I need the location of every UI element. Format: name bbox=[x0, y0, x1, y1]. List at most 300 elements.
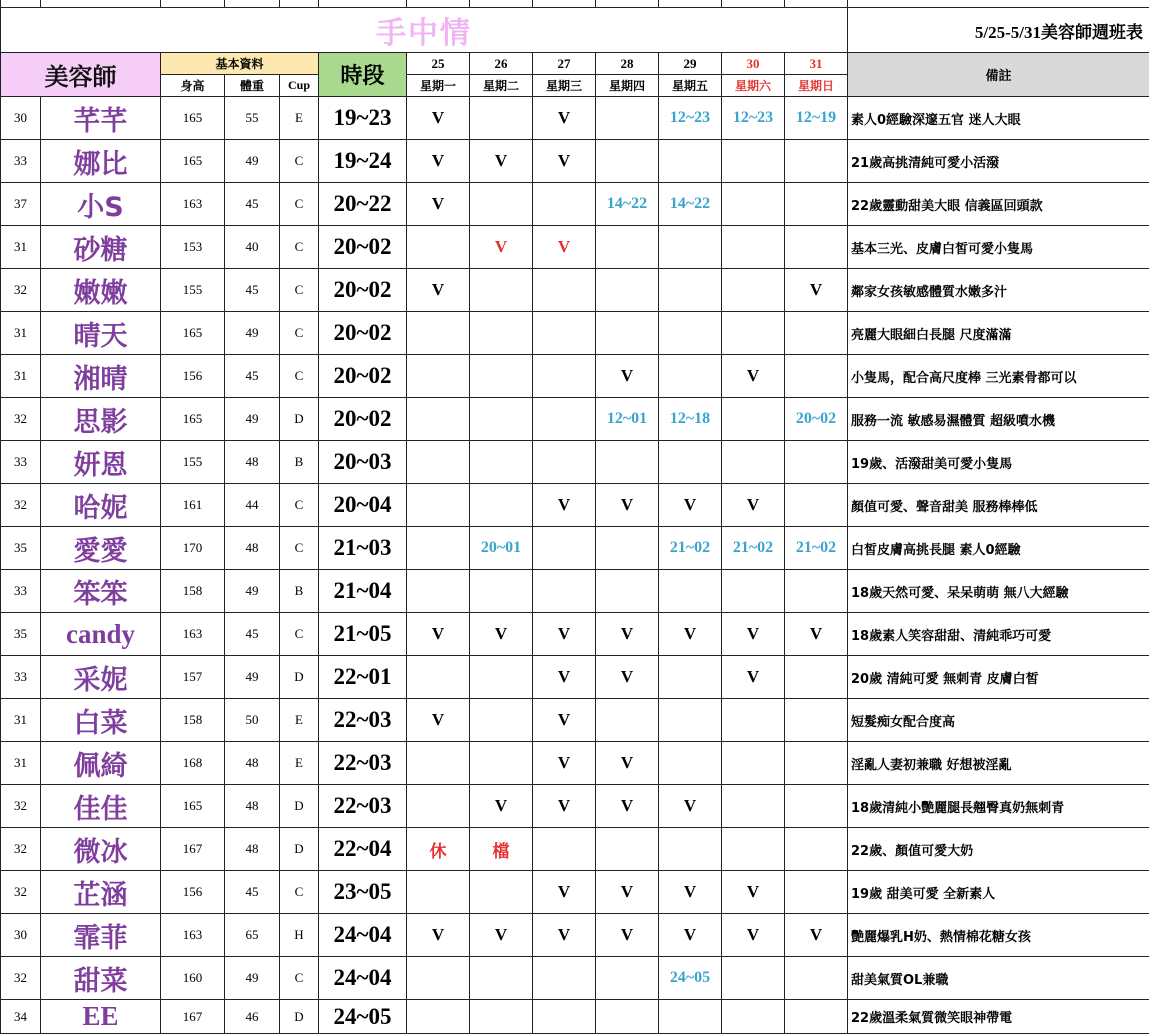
note-cell: 21歲高挑清純可愛小活潑 bbox=[848, 140, 1149, 183]
time-slot-cell: 20~02 bbox=[319, 312, 407, 355]
name-cell: 思影 bbox=[41, 398, 161, 441]
note-cell: 艷麗爆乳H奶、熱情棉花糖女孩 bbox=[848, 914, 1149, 957]
day-cell: V bbox=[533, 871, 596, 914]
day-cell: V bbox=[596, 914, 659, 957]
day-cell bbox=[596, 570, 659, 613]
name-cell: 嫩嫩 bbox=[41, 269, 161, 312]
cup-cell: C bbox=[280, 183, 319, 226]
name-cell: 笨笨 bbox=[41, 570, 161, 613]
day-cell bbox=[722, 957, 785, 1000]
cup-cell: C bbox=[280, 312, 319, 355]
cup-cell: C bbox=[280, 484, 319, 527]
note-cell: 顏值可愛、聲音甜美 服務棒棒低 bbox=[848, 484, 1149, 527]
header-weekday: 星期三 bbox=[533, 75, 596, 97]
day-cell bbox=[785, 656, 848, 699]
day-cell bbox=[407, 527, 470, 570]
note-cell: 鄰家女孩敏感體質水嫩多汁 bbox=[848, 269, 1149, 312]
age-cell: 32 bbox=[1, 828, 41, 871]
height-cell: 163 bbox=[161, 183, 225, 226]
day-cell bbox=[407, 742, 470, 785]
cup-cell: D bbox=[280, 828, 319, 871]
note-cell: 短髮痴女配合度高 bbox=[848, 699, 1149, 742]
header-basic-info: 基本資料 bbox=[161, 53, 319, 75]
height-cell: 157 bbox=[161, 656, 225, 699]
cup-cell: E bbox=[280, 699, 319, 742]
height-cell: 167 bbox=[161, 828, 225, 871]
day-cell bbox=[659, 355, 722, 398]
day-cell bbox=[785, 183, 848, 226]
day-cell: V bbox=[596, 484, 659, 527]
day-cell bbox=[659, 828, 722, 871]
day-cell bbox=[722, 785, 785, 828]
weight-cell: 49 bbox=[225, 957, 280, 1000]
cup-cell: D bbox=[280, 785, 319, 828]
note-cell: 甜美氣質OL兼職 bbox=[848, 957, 1149, 1000]
weight-cell: 45 bbox=[225, 269, 280, 312]
cup-cell: C bbox=[280, 355, 319, 398]
day-cell: V bbox=[722, 656, 785, 699]
height-cell: 153 bbox=[161, 226, 225, 269]
name-cell: 微冰 bbox=[41, 828, 161, 871]
height-cell: 168 bbox=[161, 742, 225, 785]
age-cell: 30 bbox=[1, 97, 41, 140]
name-cell: 佳佳 bbox=[41, 785, 161, 828]
time-slot-cell: 24~04 bbox=[319, 914, 407, 957]
time-slot-cell: 24~04 bbox=[319, 957, 407, 1000]
day-cell: V bbox=[533, 140, 596, 183]
weight-cell: 45 bbox=[225, 183, 280, 226]
day-cell: V bbox=[722, 871, 785, 914]
time-slot-cell: 20~02 bbox=[319, 398, 407, 441]
day-cell bbox=[785, 785, 848, 828]
day-cell: V bbox=[407, 613, 470, 656]
day-cell bbox=[722, 269, 785, 312]
note-cell: 19歲 甜美可愛 全新素人 bbox=[848, 871, 1149, 914]
weight-cell: 48 bbox=[225, 742, 280, 785]
header-cup: Cup bbox=[280, 75, 319, 97]
table-row bbox=[1, 140, 1149, 183]
day-cell: V bbox=[659, 484, 722, 527]
name-cell: 芊芊 bbox=[41, 97, 161, 140]
day-cell bbox=[470, 699, 533, 742]
day-cell: 21~02 bbox=[659, 527, 722, 570]
header-date: 27 bbox=[533, 53, 596, 75]
weight-cell: 48 bbox=[225, 828, 280, 871]
note-cell: 19歲、活潑甜美可愛小隻馬 bbox=[848, 441, 1149, 484]
table-row bbox=[1, 441, 1149, 484]
note-cell: 白皙皮膚高挑長腿 素人0經驗 bbox=[848, 527, 1149, 570]
day-cell bbox=[470, 656, 533, 699]
cup-cell: C bbox=[280, 957, 319, 1000]
table-row bbox=[1, 570, 1149, 613]
day-cell: 14~22 bbox=[659, 183, 722, 226]
age-cell: 33 bbox=[1, 570, 41, 613]
note-cell: 22歲溫柔氣質微笑眼神帶電 bbox=[848, 1000, 1149, 1034]
height-cell: 163 bbox=[161, 914, 225, 957]
day-cell bbox=[407, 312, 470, 355]
name-cell: EE bbox=[41, 1000, 161, 1034]
age-cell: 32 bbox=[1, 269, 41, 312]
note-cell: 小隻馬，配合高尺度棒 三光素骨都可以 bbox=[848, 355, 1149, 398]
day-cell bbox=[722, 742, 785, 785]
height-cell: 165 bbox=[161, 398, 225, 441]
weight-cell: 45 bbox=[225, 871, 280, 914]
day-cell: V bbox=[785, 613, 848, 656]
header-weekday: 星期四 bbox=[596, 75, 659, 97]
age-cell: 31 bbox=[1, 355, 41, 398]
day-cell bbox=[407, 1000, 470, 1034]
name-cell: 霏菲 bbox=[41, 914, 161, 957]
weight-cell: 50 bbox=[225, 699, 280, 742]
age-cell: 31 bbox=[1, 742, 41, 785]
day-cell bbox=[659, 441, 722, 484]
header-date: 31 bbox=[785, 53, 848, 75]
day-cell bbox=[470, 183, 533, 226]
day-cell: 12~18 bbox=[659, 398, 722, 441]
day-cell bbox=[659, 312, 722, 355]
time-slot-cell: 19~23 bbox=[319, 97, 407, 140]
day-cell bbox=[722, 699, 785, 742]
day-cell bbox=[596, 699, 659, 742]
day-cell: V bbox=[596, 785, 659, 828]
day-cell bbox=[722, 828, 785, 871]
day-cell: V bbox=[470, 226, 533, 269]
time-slot-cell: 20~04 bbox=[319, 484, 407, 527]
header-weekday: 星期六 bbox=[722, 75, 785, 97]
day-cell bbox=[596, 957, 659, 1000]
header-date: 26 bbox=[470, 53, 533, 75]
time-slot-cell: 20~22 bbox=[319, 183, 407, 226]
time-slot-cell: 19~24 bbox=[319, 140, 407, 183]
note-cell: 18歲天然可愛、呆呆萌萌 無八大經驗 bbox=[848, 570, 1149, 613]
header-date: 25 bbox=[407, 53, 470, 75]
day-cell bbox=[533, 355, 596, 398]
day-cell bbox=[407, 398, 470, 441]
time-slot-cell: 24~05 bbox=[319, 1000, 407, 1034]
table-row bbox=[1, 269, 1149, 312]
day-cell: V bbox=[407, 269, 470, 312]
day-cell bbox=[470, 398, 533, 441]
weight-cell: 48 bbox=[225, 441, 280, 484]
day-cell: 12~19 bbox=[785, 97, 848, 140]
day-cell bbox=[407, 441, 470, 484]
header-weekday: 星期日 bbox=[785, 75, 848, 97]
height-cell: 160 bbox=[161, 957, 225, 1000]
weight-cell: 49 bbox=[225, 570, 280, 613]
weight-cell: 49 bbox=[225, 312, 280, 355]
day-cell bbox=[596, 226, 659, 269]
day-cell: V bbox=[659, 871, 722, 914]
note-cell: 18歲素人笑容甜甜、清純乖巧可愛 bbox=[848, 613, 1149, 656]
day-cell bbox=[596, 1000, 659, 1034]
name-cell: 晴天 bbox=[41, 312, 161, 355]
day-cell bbox=[785, 742, 848, 785]
height-cell: 156 bbox=[161, 871, 225, 914]
day-cell bbox=[407, 355, 470, 398]
day-cell: V bbox=[722, 484, 785, 527]
day-cell bbox=[596, 527, 659, 570]
day-cell bbox=[785, 699, 848, 742]
day-cell bbox=[470, 957, 533, 1000]
day-cell: V bbox=[533, 914, 596, 957]
day-cell bbox=[470, 871, 533, 914]
age-cell: 31 bbox=[1, 699, 41, 742]
day-cell: V bbox=[407, 914, 470, 957]
day-cell bbox=[470, 97, 533, 140]
day-cell bbox=[722, 570, 785, 613]
day-cell bbox=[659, 656, 722, 699]
day-cell bbox=[533, 312, 596, 355]
top-stub-row bbox=[1, 0, 1149, 8]
header-date: 29 bbox=[659, 53, 722, 75]
day-cell bbox=[722, 1000, 785, 1034]
cup-cell: H bbox=[280, 914, 319, 957]
time-slot-cell: 22~01 bbox=[319, 656, 407, 699]
day-cell bbox=[407, 226, 470, 269]
age-cell: 31 bbox=[1, 312, 41, 355]
day-cell bbox=[596, 828, 659, 871]
day-cell: 21~02 bbox=[722, 527, 785, 570]
day-cell bbox=[785, 441, 848, 484]
day-cell bbox=[407, 871, 470, 914]
age-cell: 32 bbox=[1, 398, 41, 441]
header-meirongshi: 美容師 bbox=[1, 53, 161, 97]
age-cell: 32 bbox=[1, 957, 41, 1000]
height-cell: 165 bbox=[161, 140, 225, 183]
age-cell: 32 bbox=[1, 785, 41, 828]
day-cell: 21~02 bbox=[785, 527, 848, 570]
name-cell: 芷涵 bbox=[41, 871, 161, 914]
day-cell: 休 bbox=[407, 828, 470, 871]
table-row bbox=[1, 914, 1149, 957]
day-cell: V bbox=[533, 97, 596, 140]
height-cell: 165 bbox=[161, 97, 225, 140]
age-cell: 37 bbox=[1, 183, 41, 226]
day-cell: V bbox=[470, 785, 533, 828]
note-cell: 22歲、顏值可愛大奶 bbox=[848, 828, 1149, 871]
day-cell: V bbox=[722, 613, 785, 656]
day-cell bbox=[596, 97, 659, 140]
day-cell: V bbox=[470, 140, 533, 183]
day-cell bbox=[722, 398, 785, 441]
cup-cell: D bbox=[280, 656, 319, 699]
day-cell: 12~23 bbox=[722, 97, 785, 140]
day-cell: 20~02 bbox=[785, 398, 848, 441]
day-cell bbox=[722, 140, 785, 183]
day-cell: V bbox=[533, 742, 596, 785]
day-cell bbox=[785, 355, 848, 398]
note-cell: 素人0經驗深邃五官 迷人大眼 bbox=[848, 97, 1149, 140]
table-row bbox=[1, 613, 1149, 656]
day-cell bbox=[470, 570, 533, 613]
day-cell bbox=[785, 871, 848, 914]
header-weekday: 星期一 bbox=[407, 75, 470, 97]
day-cell bbox=[470, 742, 533, 785]
weight-cell: 49 bbox=[225, 656, 280, 699]
day-cell: V bbox=[470, 613, 533, 656]
day-cell bbox=[533, 828, 596, 871]
weight-cell: 65 bbox=[225, 914, 280, 957]
note-cell: 20歲 清純可愛 無刺青 皮膚白皙 bbox=[848, 656, 1149, 699]
time-slot-cell: 23~05 bbox=[319, 871, 407, 914]
day-cell: V bbox=[785, 269, 848, 312]
cup-cell: B bbox=[280, 441, 319, 484]
day-cell bbox=[659, 699, 722, 742]
table-row bbox=[1, 742, 1149, 785]
name-cell: 甜菜 bbox=[41, 957, 161, 1000]
day-cell bbox=[659, 269, 722, 312]
note-cell: 18歲清純小艷麗腿長翹臀真奶無刺青 bbox=[848, 785, 1149, 828]
cup-cell: C bbox=[280, 871, 319, 914]
day-cell: V bbox=[596, 613, 659, 656]
day-cell bbox=[785, 226, 848, 269]
name-cell: candy bbox=[41, 613, 161, 656]
weight-cell: 44 bbox=[225, 484, 280, 527]
name-cell: 愛愛 bbox=[41, 527, 161, 570]
age-cell: 32 bbox=[1, 484, 41, 527]
height-cell: 158 bbox=[161, 699, 225, 742]
day-cell bbox=[470, 484, 533, 527]
table-row bbox=[1, 355, 1149, 398]
day-cell: V bbox=[407, 97, 470, 140]
day-cell: V bbox=[407, 140, 470, 183]
note-cell: 服務一流 敏感易濕體質 超級噴水機 bbox=[848, 398, 1149, 441]
cup-cell: C bbox=[280, 613, 319, 656]
day-cell bbox=[785, 312, 848, 355]
age-cell: 35 bbox=[1, 613, 41, 656]
cup-cell: B bbox=[280, 570, 319, 613]
age-cell: 33 bbox=[1, 441, 41, 484]
title-row bbox=[1, 8, 1149, 53]
time-slot-cell: 22~03 bbox=[319, 785, 407, 828]
cup-cell: D bbox=[280, 1000, 319, 1034]
day-cell bbox=[533, 1000, 596, 1034]
day-cell bbox=[533, 269, 596, 312]
age-cell: 35 bbox=[1, 527, 41, 570]
note-cell: 亮麗大眼細白長腿 尺度滿滿 bbox=[848, 312, 1149, 355]
time-slot-cell: 22~03 bbox=[319, 699, 407, 742]
weight-cell: 46 bbox=[225, 1000, 280, 1034]
height-cell: 155 bbox=[161, 441, 225, 484]
day-cell: 檔 bbox=[470, 828, 533, 871]
time-slot-cell: 20~02 bbox=[319, 355, 407, 398]
day-cell bbox=[533, 957, 596, 1000]
day-cell: 12~23 bbox=[659, 97, 722, 140]
table-row bbox=[1, 226, 1149, 269]
day-cell bbox=[470, 312, 533, 355]
age-cell: 32 bbox=[1, 871, 41, 914]
table-row bbox=[1, 312, 1149, 355]
age-cell: 33 bbox=[1, 656, 41, 699]
name-cell: 湘晴 bbox=[41, 355, 161, 398]
day-cell bbox=[407, 656, 470, 699]
weight-cell: 48 bbox=[225, 785, 280, 828]
day-cell bbox=[722, 312, 785, 355]
note-cell: 22歲靈動甜美大眼 信義區回頭款 bbox=[848, 183, 1149, 226]
time-slot-cell: 20~02 bbox=[319, 269, 407, 312]
name-cell: 妍恩 bbox=[41, 441, 161, 484]
day-cell: V bbox=[533, 699, 596, 742]
day-cell bbox=[470, 441, 533, 484]
height-cell: 170 bbox=[161, 527, 225, 570]
name-cell: 小S bbox=[41, 183, 161, 226]
table-row bbox=[1, 871, 1149, 914]
header-row-1 bbox=[1, 53, 1149, 75]
day-cell bbox=[659, 226, 722, 269]
cup-cell: E bbox=[280, 97, 319, 140]
age-cell: 31 bbox=[1, 226, 41, 269]
day-cell: V bbox=[533, 785, 596, 828]
time-slot-cell: 22~04 bbox=[319, 828, 407, 871]
day-cell bbox=[785, 1000, 848, 1034]
week-range: 5/25-5/31美容師週班表 bbox=[848, 8, 1149, 53]
cup-cell: D bbox=[280, 398, 319, 441]
weight-cell: 45 bbox=[225, 613, 280, 656]
age-cell: 33 bbox=[1, 140, 41, 183]
time-slot-cell: 21~04 bbox=[319, 570, 407, 613]
day-cell: V bbox=[407, 699, 470, 742]
day-cell bbox=[533, 570, 596, 613]
day-cell bbox=[407, 957, 470, 1000]
time-slot-cell: 20~03 bbox=[319, 441, 407, 484]
day-cell bbox=[659, 140, 722, 183]
day-cell: 14~22 bbox=[596, 183, 659, 226]
day-cell: V bbox=[596, 742, 659, 785]
header-height: 身高 bbox=[161, 75, 225, 97]
table-row bbox=[1, 699, 1149, 742]
day-cell: V bbox=[659, 914, 722, 957]
day-cell: V bbox=[785, 914, 848, 957]
cup-cell: C bbox=[280, 226, 319, 269]
day-cell bbox=[470, 1000, 533, 1034]
header-time-slot: 時段 bbox=[319, 53, 407, 97]
day-cell bbox=[785, 828, 848, 871]
day-cell bbox=[596, 441, 659, 484]
age-cell: 30 bbox=[1, 914, 41, 957]
age-cell: 34 bbox=[1, 1000, 41, 1034]
day-cell: V bbox=[596, 656, 659, 699]
header-weekday: 星期五 bbox=[659, 75, 722, 97]
table-row bbox=[1, 957, 1149, 1000]
day-cell bbox=[659, 570, 722, 613]
day-cell bbox=[785, 484, 848, 527]
name-cell: 哈妮 bbox=[41, 484, 161, 527]
day-cell: V bbox=[722, 914, 785, 957]
time-slot-cell: 20~02 bbox=[319, 226, 407, 269]
day-cell bbox=[407, 484, 470, 527]
header-weight: 體重 bbox=[225, 75, 280, 97]
table-row bbox=[1, 97, 1149, 140]
day-cell: V bbox=[533, 484, 596, 527]
table-row bbox=[1, 828, 1149, 871]
day-cell: V bbox=[470, 914, 533, 957]
name-cell: 白菜 bbox=[41, 699, 161, 742]
weight-cell: 45 bbox=[225, 355, 280, 398]
table-row bbox=[1, 484, 1149, 527]
day-cell bbox=[596, 269, 659, 312]
weight-cell: 55 bbox=[225, 97, 280, 140]
day-cell: V bbox=[659, 613, 722, 656]
table-row bbox=[1, 398, 1149, 441]
day-cell: V bbox=[407, 183, 470, 226]
day-cell bbox=[659, 742, 722, 785]
header-date: 30 bbox=[722, 53, 785, 75]
day-cell: 24~05 bbox=[659, 957, 722, 1000]
cup-cell: C bbox=[280, 527, 319, 570]
time-slot-cell: 22~03 bbox=[319, 742, 407, 785]
day-cell bbox=[533, 398, 596, 441]
name-cell: 砂糖 bbox=[41, 226, 161, 269]
